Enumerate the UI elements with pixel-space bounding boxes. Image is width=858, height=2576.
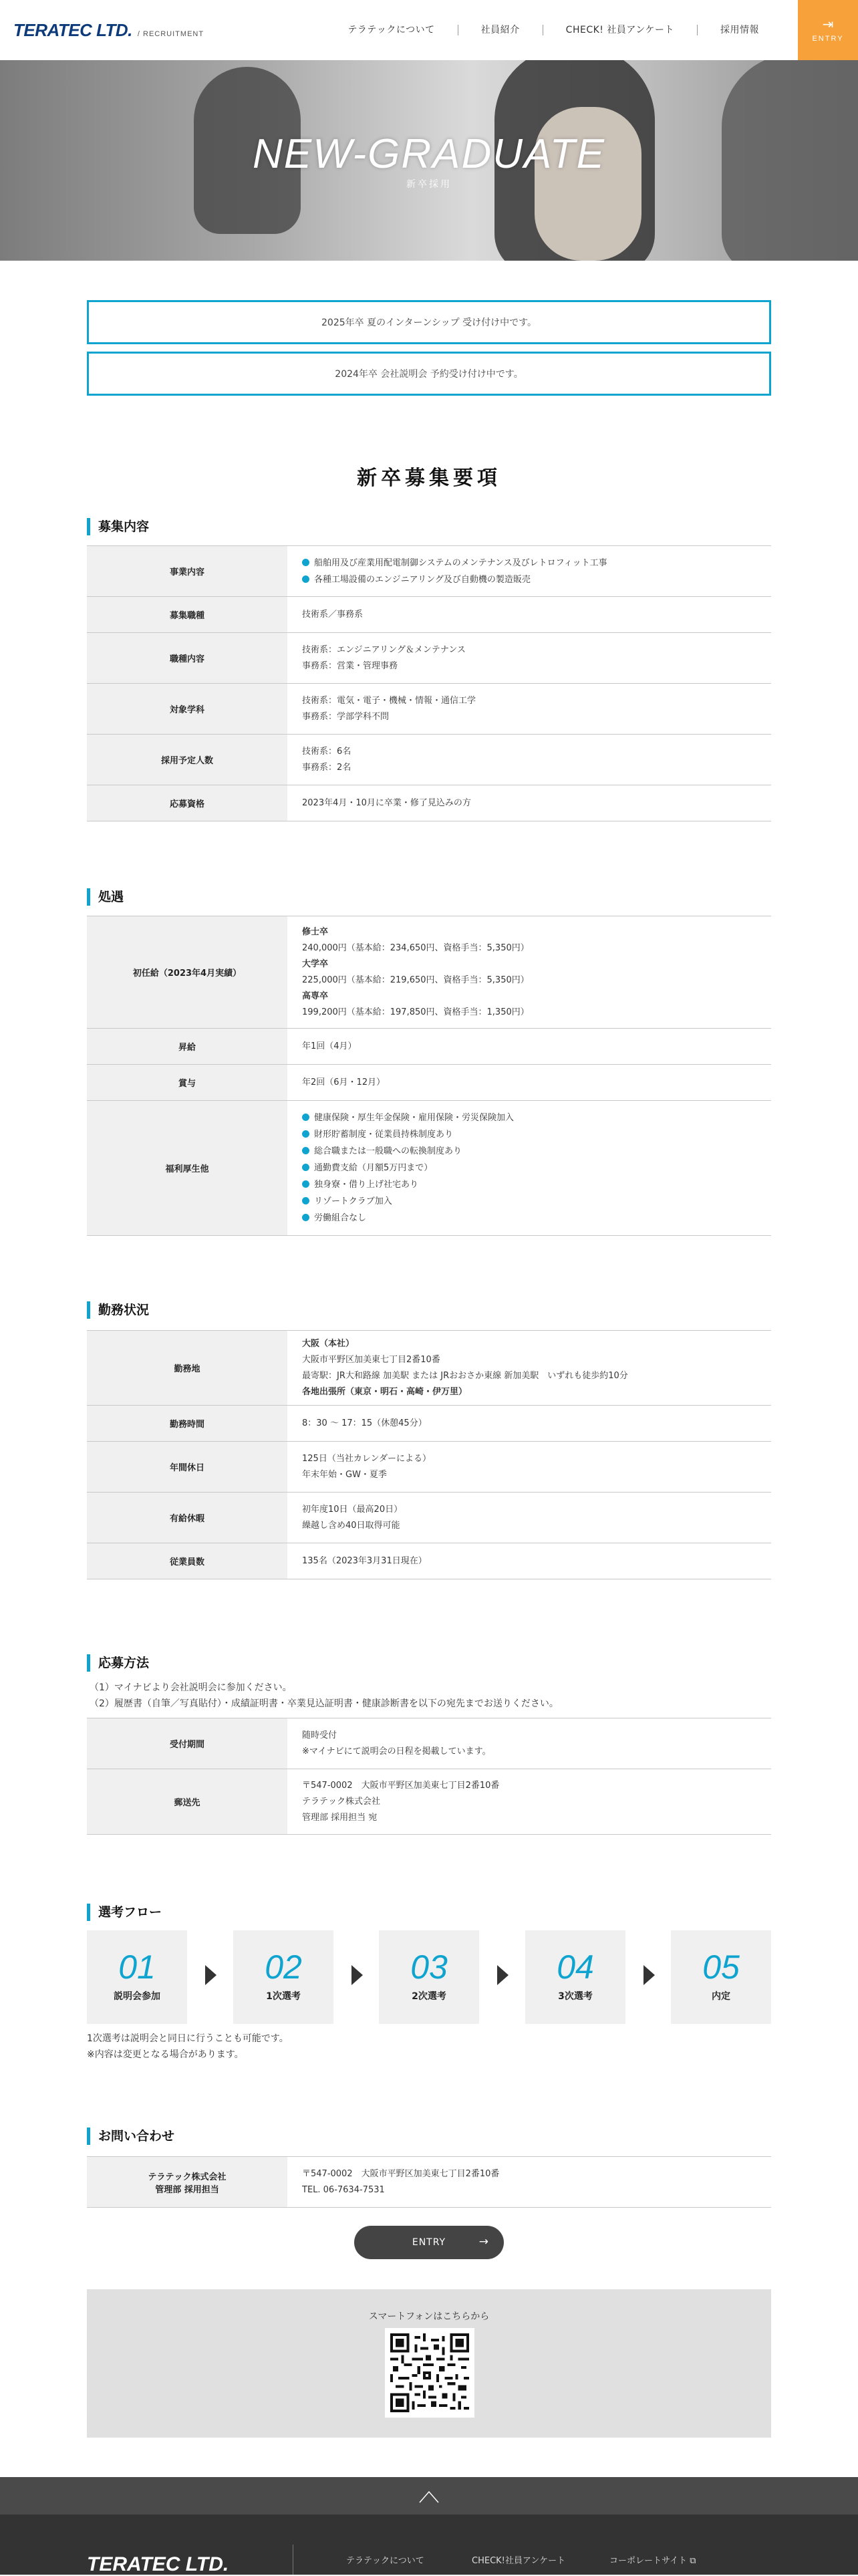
row-value: テラテック株式会社 bbox=[302, 1796, 381, 1807]
footer-logo[interactable]: TERATEC LTD. bbox=[87, 2553, 229, 2575]
hero-subtitle: 新卒採用 bbox=[406, 179, 452, 190]
table-row bbox=[87, 1718, 771, 1769]
page-title: 新卒募集要項 bbox=[357, 467, 501, 490]
arrow-right-icon bbox=[351, 1965, 363, 1985]
table-row bbox=[87, 916, 771, 1029]
flow-step bbox=[233, 1930, 333, 2024]
entry-button[interactable] bbox=[354, 2226, 504, 2259]
page-top-button[interactable] bbox=[0, 2477, 858, 2515]
row-value: 随時受付 bbox=[302, 1730, 337, 1741]
site-footer bbox=[0, 2515, 858, 2575]
logo-subtext: / RECRUITMENT bbox=[137, 30, 204, 38]
apply-notes bbox=[90, 1680, 559, 1712]
arrow-right-icon bbox=[644, 1965, 655, 1985]
apply-table bbox=[87, 1718, 771, 1835]
nav-item-staff[interactable]: 社員紹介 bbox=[458, 25, 543, 35]
smartphone-qr-section bbox=[87, 2289, 771, 2438]
flow-step bbox=[671, 1930, 771, 2024]
table-row bbox=[87, 633, 771, 684]
hero-banner bbox=[0, 60, 858, 261]
row-label: 募集職種 bbox=[87, 597, 287, 633]
section-heading-recruit: 募集内容 bbox=[87, 518, 149, 535]
step-number: 04 bbox=[557, 1948, 594, 1986]
apply-note: （2）履歴書（自筆／写真貼付）・成績証明書・卒業見込証明書・健康診断書を以下の宛先までお送りください。 bbox=[90, 1698, 559, 1709]
location-line: 大阪市平野区加美東七丁目2番10番 bbox=[302, 1354, 440, 1365]
section-heading-flow: 選考フロー bbox=[87, 1904, 162, 1921]
salary-detail: 225,000円（基本給：219,650円、資格手当：5,350円） bbox=[302, 975, 529, 985]
table-row bbox=[87, 1029, 771, 1065]
site-logo[interactable] bbox=[13, 20, 204, 41]
table-row bbox=[87, 2157, 771, 2208]
arrow-right-icon bbox=[497, 1965, 509, 1985]
row-value: 年1回（4月） bbox=[302, 1041, 357, 1051]
step-number: 03 bbox=[410, 1948, 448, 1986]
flow-step bbox=[87, 1930, 187, 2024]
contact-table bbox=[87, 2156, 771, 2208]
bullet-icon bbox=[302, 1114, 309, 1121]
step-name: 3次選考 bbox=[558, 1991, 593, 2002]
list-item: 通勤費支給（月額5万円まで） bbox=[302, 1160, 756, 1176]
row-label: 勤務地 bbox=[87, 1331, 287, 1406]
nav-item-recruit[interactable]: 採用情報 bbox=[720, 25, 759, 35]
work-table bbox=[87, 1330, 771, 1579]
chevron-up-icon bbox=[417, 2486, 441, 2505]
table-row bbox=[87, 1406, 771, 1442]
qr-code-icon bbox=[385, 2328, 474, 2418]
location-branches: 各地出張所（東京・明石・高崎・伊万里） bbox=[302, 1386, 468, 1397]
list-item: 各種工場設備のエンジニアリング及び自動機の製造販売 bbox=[302, 571, 756, 588]
arrow-right-icon bbox=[205, 1965, 217, 1985]
step-name: 1次選考 bbox=[266, 1991, 301, 2002]
location-line: 最寄駅：JR大和路線 加美駅 または JRおおさか東線 新加美駅 いずれも徒歩約10分 bbox=[302, 1370, 628, 1381]
row-label: 受付期間 bbox=[87, 1718, 287, 1769]
row-value: 技術系：電気・電子・機械・情報・通信工学 bbox=[302, 695, 476, 706]
list-item: 船舶用及び産業用配電制御システムのメンテナンス及びレトロフィット工事 bbox=[302, 555, 756, 571]
treatment-table bbox=[87, 916, 771, 1236]
list-item: 財形貯蓄制度・従業員持株制度あり bbox=[302, 1126, 756, 1143]
site-header bbox=[0, 0, 858, 60]
list-item: リゾートクラブ加入 bbox=[302, 1193, 756, 1210]
row-label: 年間休日 bbox=[87, 1442, 287, 1493]
step-name: 2次選考 bbox=[412, 1991, 446, 2002]
location-head: 大阪（本社） bbox=[302, 1338, 355, 1349]
row-label: 応募資格 bbox=[87, 785, 287, 821]
step-number: 05 bbox=[702, 1948, 740, 1986]
table-row bbox=[87, 546, 771, 597]
list-item: 健康保険・厚生年金保険・雇用保険・労災保険加入 bbox=[302, 1110, 756, 1126]
row-label: テラテック株式会社 bbox=[148, 2172, 227, 2182]
bullet-icon bbox=[302, 1130, 309, 1138]
smartphone-text: スマートフォンはこちらから bbox=[368, 2311, 490, 2322]
flow-note: ※内容は変更となる場合があります。 bbox=[87, 2049, 244, 2060]
table-row bbox=[87, 735, 771, 785]
phone-number: TEL. 06-7634-7531 bbox=[302, 2184, 385, 2195]
flow-notes bbox=[87, 2031, 289, 2063]
flow-step bbox=[525, 1930, 625, 2024]
bullet-icon bbox=[302, 1164, 309, 1171]
row-value: 技術系：6名 bbox=[302, 746, 351, 757]
row-value: 〒547-0002 大阪市平野区加美東七丁目2番10番 bbox=[302, 1780, 500, 1791]
step-number: 01 bbox=[118, 1948, 156, 1986]
table-row bbox=[87, 1442, 771, 1493]
row-value: 8：30 ～ 17：15（休憩45分） bbox=[302, 1418, 427, 1428]
row-value: 125日（当社カレンダーによる） bbox=[302, 1453, 431, 1464]
list-item: 労働組合なし bbox=[302, 1210, 756, 1227]
row-value: 〒547-0002 大阪市平野区加美東七丁目2番10番 bbox=[302, 2168, 500, 2179]
row-label: 昇給 bbox=[87, 1029, 287, 1065]
row-label: 職種内容 bbox=[87, 633, 287, 684]
footer-link-about[interactable]: テラテックについて bbox=[346, 2556, 424, 2566]
entry-label: ENTRY bbox=[812, 35, 844, 43]
section-heading-work: 勤務状況 bbox=[87, 1301, 149, 1319]
flow-note: 1次選考は説明会と同日に行うことも可能です。 bbox=[87, 2033, 289, 2044]
section-heading-apply: 応募方法 bbox=[87, 1654, 149, 1672]
external-link-icon: ⧉ bbox=[690, 2556, 696, 2566]
header-entry-button[interactable] bbox=[798, 0, 858, 60]
list-item: 独身寮・借り上げ社宅あり bbox=[302, 1176, 756, 1193]
row-value: 事務系：営業・管理事務 bbox=[302, 660, 398, 671]
row-value: 年2回（6月・12月） bbox=[302, 1077, 386, 1087]
section-heading-contact: お問い合わせ bbox=[87, 2128, 174, 2145]
table-row bbox=[87, 1065, 771, 1101]
bullet-icon bbox=[302, 1214, 309, 1221]
step-name: 説明会参加 bbox=[114, 1991, 160, 2002]
flow-step bbox=[379, 1930, 479, 2024]
row-label: 従業員数 bbox=[87, 1543, 287, 1579]
row-label: 有給休暇 bbox=[87, 1493, 287, 1543]
bullet-icon bbox=[302, 1180, 309, 1188]
step-number: 02 bbox=[265, 1948, 302, 1986]
row-label: 郵送先 bbox=[87, 1769, 287, 1835]
entry-button-label: ENTRY bbox=[412, 2237, 446, 2248]
entry-icon: ⇥ bbox=[822, 16, 834, 32]
row-value: 管理部 採用担当 宛 bbox=[302, 1812, 378, 1823]
table-row bbox=[87, 1101, 771, 1236]
step-name: 内定 bbox=[712, 1991, 730, 2002]
table-row bbox=[87, 1331, 771, 1406]
row-label: 採用予定人数 bbox=[87, 735, 287, 785]
row-label: 対象学科 bbox=[87, 684, 287, 735]
salary-head: 大学卒 bbox=[302, 958, 329, 969]
row-value: 事務系：2名 bbox=[302, 762, 351, 773]
table-row bbox=[87, 1493, 771, 1543]
hero-title: NEW-GRADUATE bbox=[252, 131, 606, 177]
table-row bbox=[87, 597, 771, 633]
list-item: 総合職または一般職への転換制度あり bbox=[302, 1143, 756, 1160]
salary-detail: 240,000円（基本給：234,650円、資格手当：5,350円） bbox=[302, 942, 529, 953]
row-label: 福利厚生他 bbox=[87, 1101, 287, 1236]
notice-internship[interactable]: 2025年卒 夏のインターンシップ 受け付け中です。 bbox=[87, 300, 771, 344]
salary-head: 高専卒 bbox=[302, 991, 329, 1001]
row-value: 初年度10日（最高20日） bbox=[302, 1504, 403, 1515]
section-heading-treatment: 処遇 bbox=[87, 888, 124, 906]
bullet-icon bbox=[302, 575, 309, 583]
table-row bbox=[87, 785, 771, 821]
bullet-icon bbox=[302, 1147, 309, 1154]
table-row bbox=[87, 1769, 771, 1835]
row-label: 初任給（2023年4月実績） bbox=[87, 916, 287, 1029]
footer-link-corporate[interactable]: コーポレートサイト ⧉ bbox=[609, 2556, 696, 2566]
notice-briefing[interactable]: 2024年卒 会社説明会 予約受け付け中です。 bbox=[87, 352, 771, 396]
table-row bbox=[87, 1543, 771, 1579]
row-label: 勤務時間 bbox=[87, 1406, 287, 1442]
footer-link-survey[interactable]: CHECK!社員アンケート bbox=[472, 2556, 566, 2566]
recruit-table bbox=[87, 545, 771, 821]
logo-text: TERATEC LTD. bbox=[13, 20, 132, 40]
salary-detail: 199,200円（基本給：197,850円、資格手当：1,350円） bbox=[302, 1007, 529, 1017]
salary-head: 修士卒 bbox=[302, 926, 329, 937]
table-row bbox=[87, 684, 771, 735]
bullet-icon bbox=[302, 1197, 309, 1204]
row-value: 繰越し含め40日取得可能 bbox=[302, 1520, 400, 1531]
row-value: 技術系／事務系 bbox=[302, 609, 364, 620]
row-value: 技術系：エンジニアリング＆メンテナンス bbox=[302, 644, 466, 655]
row-value: ※マイナビにて説明会の日程を掲載しています。 bbox=[302, 1746, 491, 1757]
row-value: 135名（2023年3月31日現在） bbox=[302, 1555, 427, 1566]
arrow-right-icon: → bbox=[478, 2235, 489, 2248]
nav-item-about[interactable]: テラテックについて bbox=[325, 25, 458, 35]
bullet-icon bbox=[302, 559, 309, 566]
row-value: 事務系：学部学科不問 bbox=[302, 711, 390, 722]
row-label: 賞与 bbox=[87, 1065, 287, 1101]
row-label: 管理部 採用担当 bbox=[155, 2184, 219, 2195]
nav-item-survey[interactable]: CHECK! 社員アンケート bbox=[543, 25, 698, 35]
row-value: 2023年4月・10月に卒業・修了見込みの方 bbox=[302, 797, 471, 808]
row-label: 事業内容 bbox=[87, 546, 287, 597]
row-value: 年末年始・GW・夏季 bbox=[302, 1469, 387, 1480]
global-nav bbox=[325, 0, 778, 60]
apply-note: （1）マイナビより会社説明会に参加ください。 bbox=[90, 1682, 292, 1693]
